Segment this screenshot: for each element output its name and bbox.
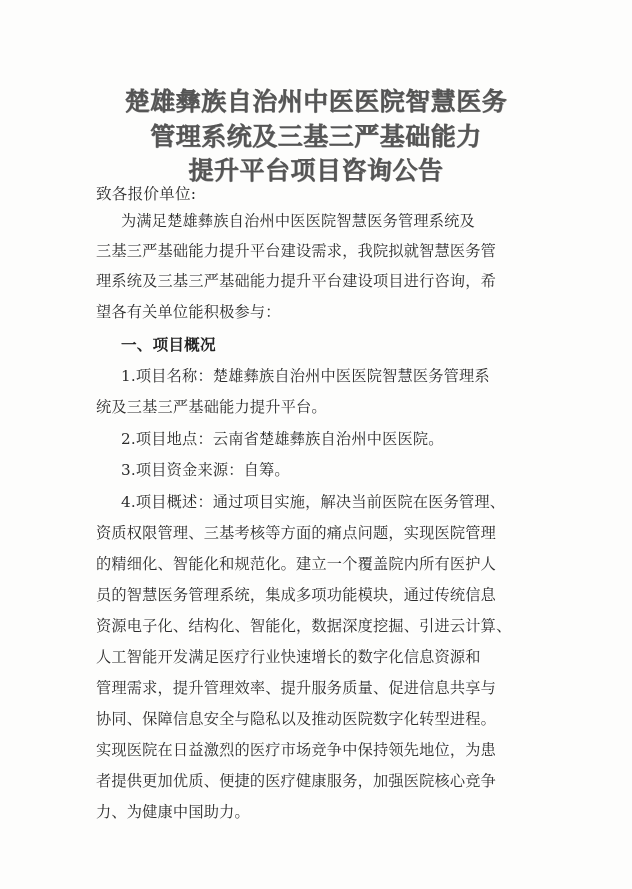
item4-line-5: 资源电子化、结构化、智能化，数据深度挖掘、引进云计算、 <box>96 617 512 635</box>
item4-line-10: 者提供更加优质、便捷的医疗健康服务，加强医院核心竞争 <box>96 772 497 790</box>
item1-line-2: 统及三基三严基础能力提升平台。 <box>96 398 327 416</box>
section-heading-project-overview: 一、项目概况 <box>121 336 216 354</box>
item4-line-2: 资质权限管理、三基考核等方面的痛点问题，实现医院管理 <box>96 524 497 542</box>
salutation: 致各报价单位: <box>96 185 197 203</box>
item4-line-7: 管理需求，提升管理效率、提升服务质量、促进信息共享与 <box>96 679 497 697</box>
document-title-line-2: 管理系统及三基三严基础能力 <box>150 122 482 151</box>
item3-line: 3.项目资金来源：自筹。 <box>121 461 290 479</box>
item2-line: 2.项目地点：云南省楚雄彝族自治州中医医院。 <box>121 430 444 448</box>
intro-line-4: 望各有关单位能积极参与： <box>96 303 281 321</box>
item1-line-1: 1.项目名称：楚雄彝族自治州中医医院智慧医务管理系 <box>121 367 490 385</box>
item4-line-6: 人工智能开发满足医疗行业快速增长的数字化信息资源和 <box>96 648 481 666</box>
intro-line-3: 理系统及三基三严基础能力提升平台建设项目进行咨询，希 <box>96 272 497 290</box>
intro-line-1: 为满足楚雄彝族自治州中医医院智慧医务管理系统及 <box>121 212 475 230</box>
item4-line-1: 4.项目概述：通过项目实施，解决当前医院在医务管理、 <box>121 493 506 511</box>
item4-line-3: 的精细化、智能化和规范化。建立一个覆盖院内所有医护人 <box>96 555 497 573</box>
intro-line-2: 三基三严基础能力提升平台建设需求，我院拟就智慧医务管 <box>96 242 497 260</box>
document-title-line-1: 楚雄彝族自治州中医医院智慧医务 <box>124 87 508 116</box>
item4-line-9: 实现医院在日益激烈的医疗市场竞争中保持领先地位，为患 <box>96 741 497 759</box>
item4-line-8: 协同、保障信息安全与隐私以及推动医院数字化转型进程。 <box>96 710 497 728</box>
item4-line-4: 员的智慧医务管理系统，集成多项功能模块，通过传统信息 <box>96 586 497 604</box>
document-title-line-3: 提升平台项目咨询公告 <box>188 156 444 185</box>
item4-line-11: 力、为健康中国助力。 <box>96 803 250 821</box>
